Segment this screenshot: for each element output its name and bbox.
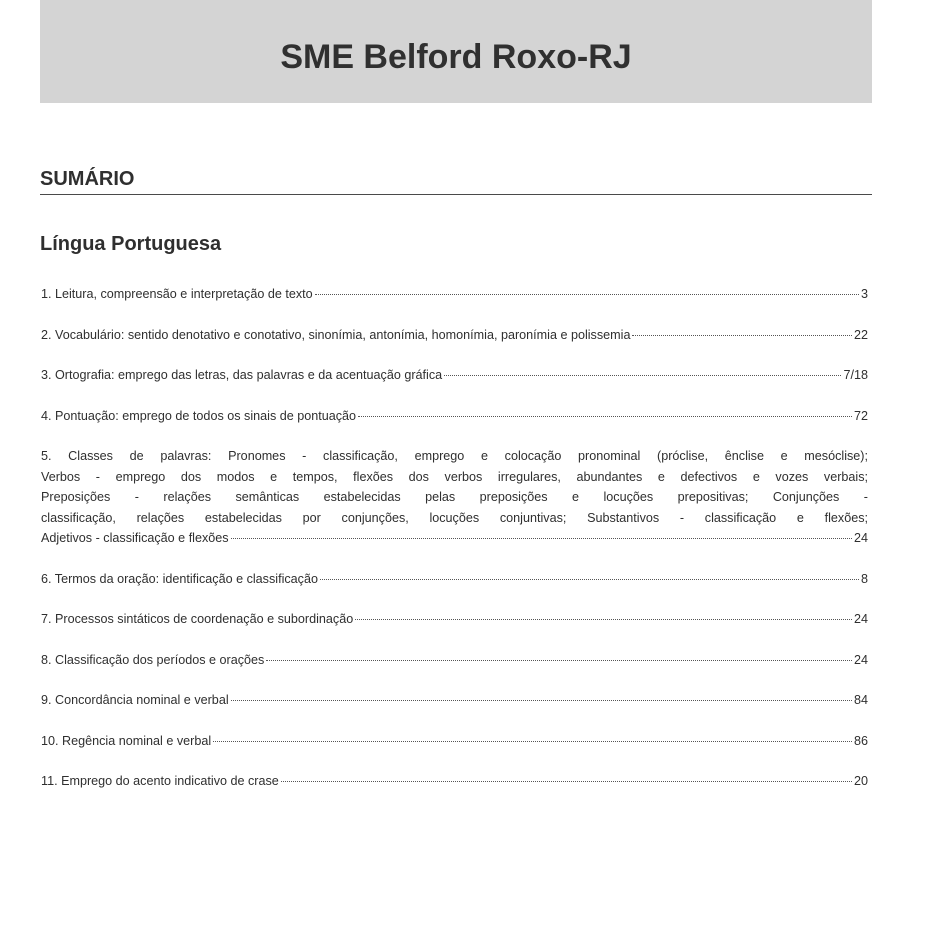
- dot-leader: [213, 740, 852, 742]
- dot-leader: [320, 578, 859, 580]
- toc-entry-page: 84: [853, 693, 868, 707]
- toc-entry-page: 8: [860, 571, 868, 586]
- toc-entry-text: 6. Termos da oração: identificação e classificação: [41, 571, 318, 586]
- page-title: SME Belford Roxo-RJ: [280, 38, 632, 76]
- toc-entry-text-line: Verbos - emprego dos modos e tempos, flexões dos verbos irregulares, abundantes e defectivos e vozes verbais;: [41, 469, 868, 484]
- toc-entry-11[interactable]: [41, 771, 868, 792]
- toc-entry-text: 10. Regência nominal e verbal: [41, 733, 212, 748]
- dot-leader: [315, 293, 859, 295]
- toc-entry-page: 24: [853, 531, 868, 545]
- header-band: [40, 0, 872, 103]
- toc-entry-9[interactable]: [41, 690, 868, 711]
- dot-leader: [266, 659, 852, 661]
- toc-entry-page: 22: [853, 327, 868, 342]
- toc-entry-2[interactable]: [41, 325, 868, 346]
- dot-leader: [632, 334, 852, 336]
- toc-entry-text: 4. Pontuação: emprego de todos os sinais de pontuação: [41, 408, 357, 423]
- toc-entry-page: 24: [853, 652, 868, 667]
- toc-entry-page: 7/18: [843, 368, 868, 382]
- toc-entry-text: 11. Emprego do acento indicativo de crase: [41, 774, 279, 788]
- toc-entry-5[interactable]: [41, 446, 868, 549]
- toc-entry-3[interactable]: [41, 365, 868, 386]
- toc-entry-page: 86: [853, 733, 868, 748]
- toc-entry-page: 72: [853, 408, 868, 423]
- toc-entry-text: 1. Leitura, compreensão e interpretação de texto: [41, 287, 313, 301]
- dot-leader: [444, 374, 841, 376]
- dot-leader: [231, 699, 852, 701]
- toc-entry-7[interactable]: [41, 609, 868, 630]
- toc-entry-10[interactable]: [41, 731, 868, 752]
- toc-entry-1[interactable]: [41, 284, 868, 305]
- toc-entry-text: 9. Concordância nominal e verbal: [41, 693, 229, 707]
- summary-heading-label: SUMÁRIO: [40, 168, 135, 190]
- toc-entry-4[interactable]: [41, 406, 868, 427]
- toc-entry-6[interactable]: [41, 569, 868, 590]
- toc-entry-text-line: Adjetivos - classificação e flexões: [41, 531, 229, 545]
- toc-entry-text-line: 5. Classes de palavras: Pronomes - classificação, emprego e colocação pronominal (próclise, ênclise e mesóclise);: [41, 449, 868, 463]
- table-of-contents: [41, 284, 868, 812]
- toc-entry-page: 24: [853, 612, 868, 626]
- toc-entry-text: 8. Classificação dos períodos e orações: [41, 652, 265, 667]
- toc-entry-page: 20: [853, 774, 868, 788]
- toc-entry-text-line: classificação, relações estabelecidas por conjunções, locuções conjuntivas; Substantivos - classificação e flexões;: [41, 510, 868, 525]
- toc-entry-text-line: Preposições - relações semânticas estabelecidas pelas preposições e locuções prepositivas; Conjunções -: [41, 490, 868, 504]
- dot-leader: [281, 780, 852, 782]
- dot-leader: [358, 415, 852, 417]
- dot-leader: [355, 618, 852, 620]
- toc-entry-text: 3. Ortografia: emprego das letras, das palavras e da acentuação gráfica: [41, 368, 443, 382]
- summary-heading: [40, 168, 872, 195]
- toc-entry-text: 2. Vocabulário: sentido denotativo e conotativo, sinonímia, antonímia, homonímia, paronímia e polissemia: [41, 327, 631, 342]
- subject-heading: Língua Portuguesa: [40, 233, 222, 255]
- toc-entry-8[interactable]: [41, 650, 868, 671]
- toc-entry-text: 7. Processos sintáticos de coordenação e subordinação: [41, 612, 354, 626]
- dot-leader: [231, 537, 852, 539]
- toc-entry-page: 3: [860, 287, 868, 301]
